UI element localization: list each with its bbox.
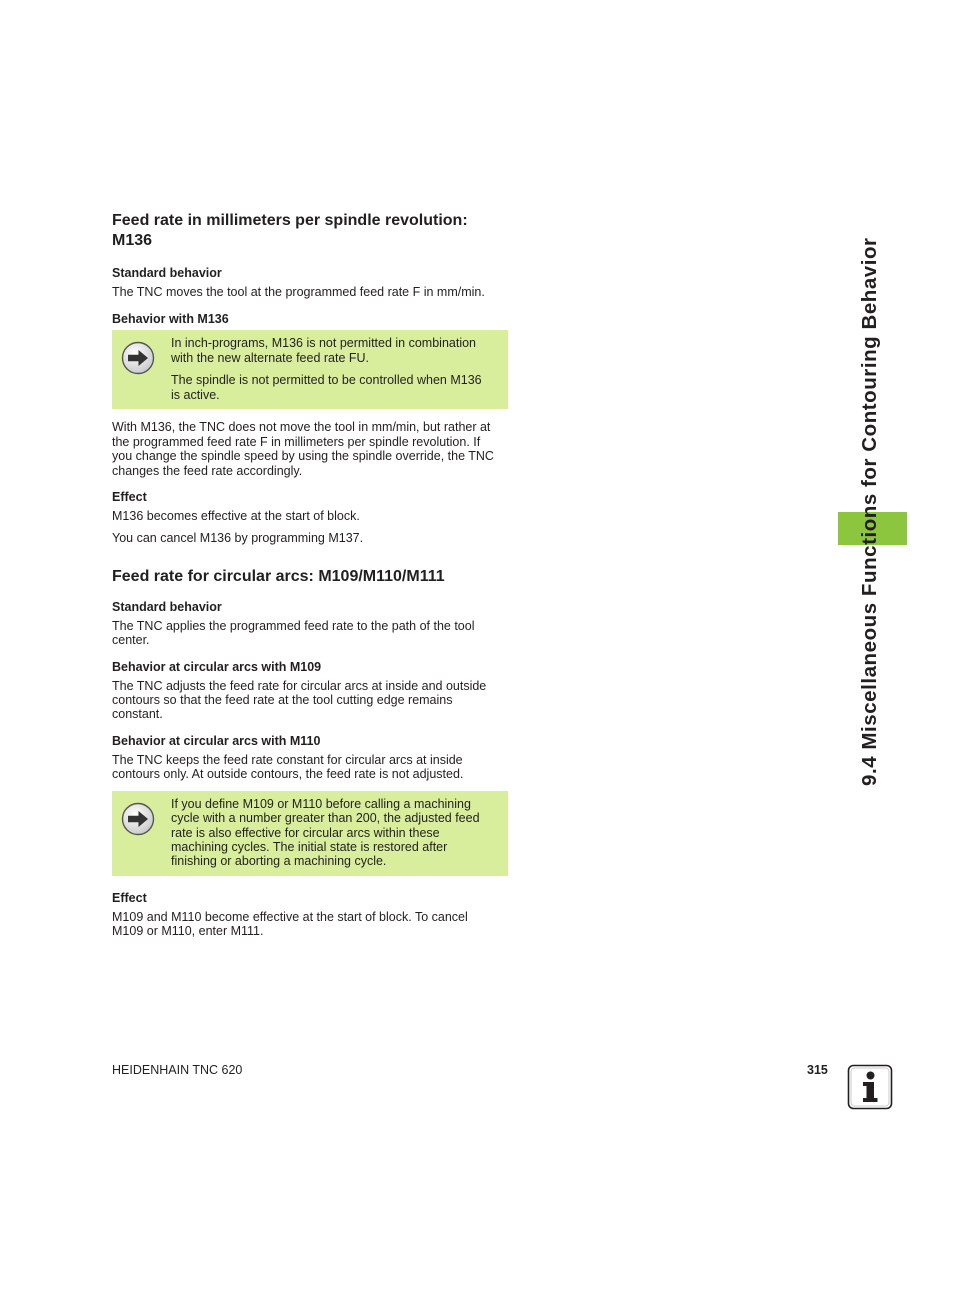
- note-paragraph-cycles: If you define M109 or M110 before calling a machining cycle with a number greater than 200, the adjusted feed rate is also effective for circular arcs within these machining cycles. The initial state is restored after finishing or aborting a machining cycle.: [171, 796, 480, 869]
- subheading-standard-behavior-arcs: Standard behavior: [112, 599, 222, 614]
- arrow-right-icon: [121, 802, 155, 836]
- paragraph-standard-behavior: The TNC moves the tool at the programmed feed rate F in mm/min.: [112, 285, 485, 299]
- footer-product-name: HEIDENHAIN TNC 620: [112, 1063, 243, 1077]
- note-box-m136: [112, 330, 508, 409]
- subheading-behavior-m109: Behavior at circular arcs with M109: [112, 659, 322, 674]
- section-heading-m136: Feed rate in millimeters per spindle revolution: M136: [112, 212, 468, 249]
- paragraph-effect-start: M136 becomes effective at the start of block.: [112, 509, 360, 524]
- note-box-m109-m110: [112, 791, 508, 876]
- subheading-behavior-m110: Behavior at circular arcs with M110: [112, 733, 321, 748]
- paragraph-effect-arcs: M109 and M110 become effective at the start of block. To cancel M109 or M110, enter M111.: [112, 909, 468, 939]
- subheading-standard-behavior: Standard behavior: [112, 266, 222, 280]
- subheading-effect-m136: Effect: [112, 490, 147, 505]
- page-number: 315: [807, 1063, 828, 1077]
- paragraph-effect-cancel: You can cancel M136 by programming M137.: [112, 531, 364, 546]
- paragraph-m136-description: With M136, the TNC does not move the tool in mm/min, but rather at the programmed feed rate F in millimeters per spindle revolution. If you change the spindle speed by using the spindle override, the TNC changes the feed rate accordingly.: [112, 420, 494, 478]
- paragraph-behavior-m110: The TNC keeps the feed rate constant for circular arcs at inside contours only. At outside contours, the feed rate is not adjusted.: [112, 752, 464, 782]
- paragraph-behavior-m109: The TNC adjusts the feed rate for circular arcs at inside and outside contours so that the feed rate at the tool cutting edge remains constant.: [112, 678, 487, 722]
- arrow-right-icon: [121, 341, 155, 375]
- paragraph-standard-behavior-arcs: The TNC applies the programmed feed rate to the path of the tool center.: [112, 618, 475, 648]
- note-paragraph-inch: In inch-programs, M136 is not permitted in combination with the new alternate feed rate FU.: [171, 336, 477, 365]
- page-content: [112, 211, 508, 939]
- subheading-effect-arcs: Effect: [112, 890, 147, 905]
- note-paragraph-spindle: The spindle is not permitted to be controlled when M136 is active.: [171, 373, 482, 402]
- subheading-behavior-m136: Behavior with M136: [112, 312, 229, 327]
- chapter-title-vertical: 9.4 Miscellaneous Functions for Contouring Behavior: [858, 237, 881, 786]
- section-heading-circular-arcs: Feed rate for circular arcs: M109/M110/M111: [112, 567, 445, 585]
- info-icon: [847, 1064, 893, 1110]
